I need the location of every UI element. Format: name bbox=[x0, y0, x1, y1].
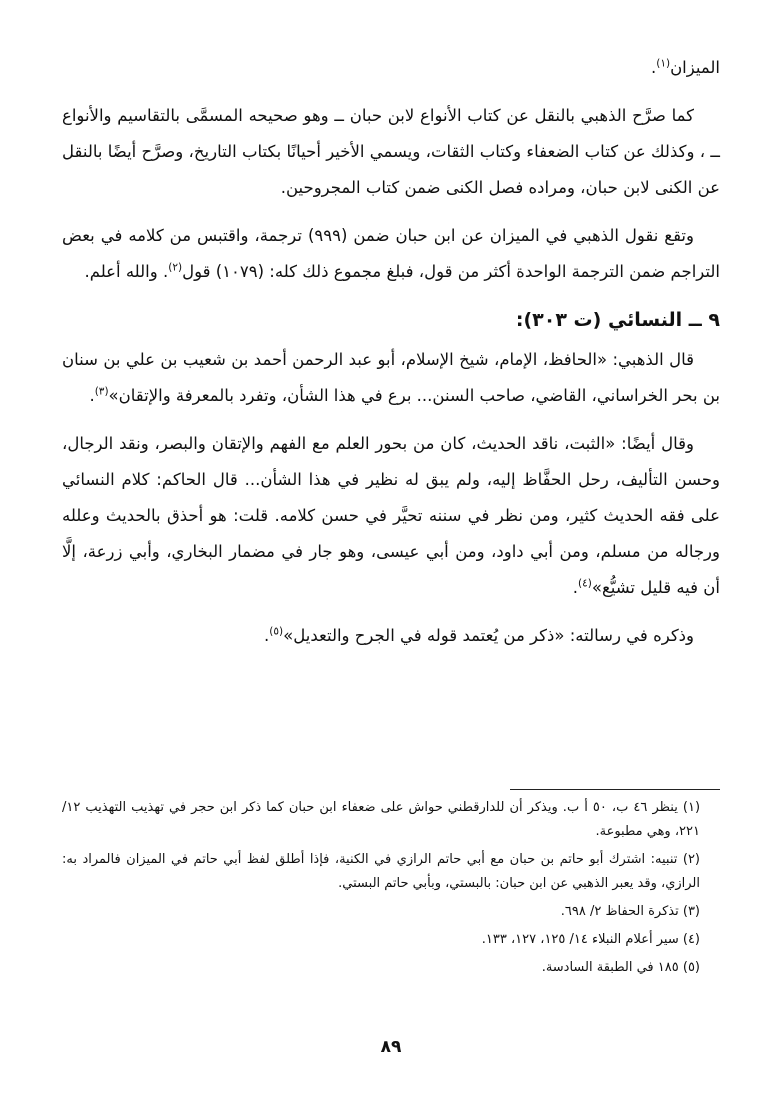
paragraph-text: كما صرَّح الذهبي بالنقل عن كتاب الأنواع لابن حبان ــ وهو صحيحه المسمَّى بالتقاسيم والأنواع ــ ، وكذلك عن كتاب الضعفاء وكتاب الثقات، ويسمي الأخير أحيانًا بكتاب التاريخ، وصرَّح أيضًا بالنقل عن الكنى لابن حبان، ومراده فصل الكنى ضمن كتاب المجروحين. bbox=[62, 106, 720, 197]
paragraph-praise bbox=[62, 426, 720, 606]
paragraph-end: . bbox=[650, 58, 657, 77]
paragraph-end: . bbox=[572, 578, 578, 597]
footnotes bbox=[62, 796, 720, 984]
paragraph-text: وقال أيضًا: «الثبت، ناقد الحديث، كان من بحور العلم مع الفهم والإتقان والبصر، ونقد الرجال، وحسن التأليف، رحل الحفَّاظ إليه، ولم يبق له نظير في هذا الشأن... قال الحاكم: كلام النسائي على فقه الحديث كثير، ومن نظر في سننه تحيَّر في حسن كلامه. قلت: هو أحذق بالحديث وعلله ورجاله من مسلم، ومن أبي داود، ومن أبي عيسى، وهو جار في مضمار البخاري، وأبي زرعة، إلَّا أن فيه قليل تشيُّع» bbox=[62, 434, 720, 597]
paragraph-risala bbox=[62, 618, 720, 654]
section-heading: ٩ ــ النسائي (ت ٣٠٣): bbox=[515, 309, 720, 331]
footnote-separator bbox=[510, 789, 720, 790]
footnote-2: (٢) تنبيه: اشترك أبو حاتم بن حبان مع أبي حاتم الرازي في الكنية، فإذا أطلق لفظ أبي حاتم في الميزان فالمراد به: الرازي، وقد يعبر الذهبي عن ابن حبان: بالبستي، وبأبي حاتم البستي. bbox=[62, 852, 700, 891]
paragraph-end: . والله أعلم. bbox=[84, 262, 169, 281]
paragraph-text: الميزان bbox=[670, 58, 720, 77]
footnote-ref[interactable]: (٣) bbox=[94, 385, 109, 398]
paragraph-citations-count bbox=[62, 218, 720, 290]
paragraph-sources bbox=[62, 98, 720, 206]
paragraph-text: وتقع نقول الذهبي في الميزان عن ابن حبان ضمن (٩٩٩) ترجمة، واقتبس من كلامه في بعض التراجم ضمن الترجمة الواحدة أكثر من قول، فبلغ مجموع ذلك كله: (١٠٧٩) قول bbox=[62, 226, 720, 281]
footnote-ref[interactable]: (٤) bbox=[577, 577, 592, 590]
book-page bbox=[62, 0, 720, 1098]
paragraph-dhahabi-quote bbox=[62, 342, 720, 414]
footnote-ref[interactable]: (١) bbox=[656, 57, 671, 70]
paragraph-continuation bbox=[62, 50, 720, 86]
main-text bbox=[62, 50, 720, 666]
paragraph-end: . bbox=[89, 386, 95, 405]
paragraph-text: وذكره في رسالته: «ذكر من يُعتمد قوله في الجرح والتعديل» bbox=[283, 626, 694, 645]
footnote-ref[interactable]: (٥) bbox=[269, 625, 284, 638]
paragraph-end: . bbox=[264, 626, 270, 645]
footnote-ref[interactable]: (٢) bbox=[168, 261, 183, 274]
footnote-1: (١) ينظر ٤٦ ب، ٥٠ أ ب. ويذكر أن للدارقطني حواش على ضعفاء ابن حبان كما ذكر ابن حجر في تهذيب التهذيب ١٢/ ٢٢١، وهي مطبوعة. bbox=[62, 800, 701, 839]
paragraph-text: قال الذهبي: «الحافظ، الإمام، شيخ الإسلام، أبو عبد الرحمن أحمد بن شعيب بن علي بن سنان بن بحر الخراساني، القاضي، صاحب السنن... برع في هذا الشأن، وتفرد بالمعرفة والإتقان» bbox=[62, 350, 720, 405]
page-number: ٨٩ bbox=[380, 1037, 402, 1057]
footnote-5: (٥) ١٨٥ في الطبقة السادسة. bbox=[541, 960, 700, 975]
footnote-3: (٣) تذكرة الحفاظ ٢/ ٦٩٨. bbox=[560, 904, 700, 919]
footnote-4: (٤) سير أعلام النبلاء ١٤/ ١٢٥، ١٢٧، ١٣٣. bbox=[481, 932, 700, 947]
